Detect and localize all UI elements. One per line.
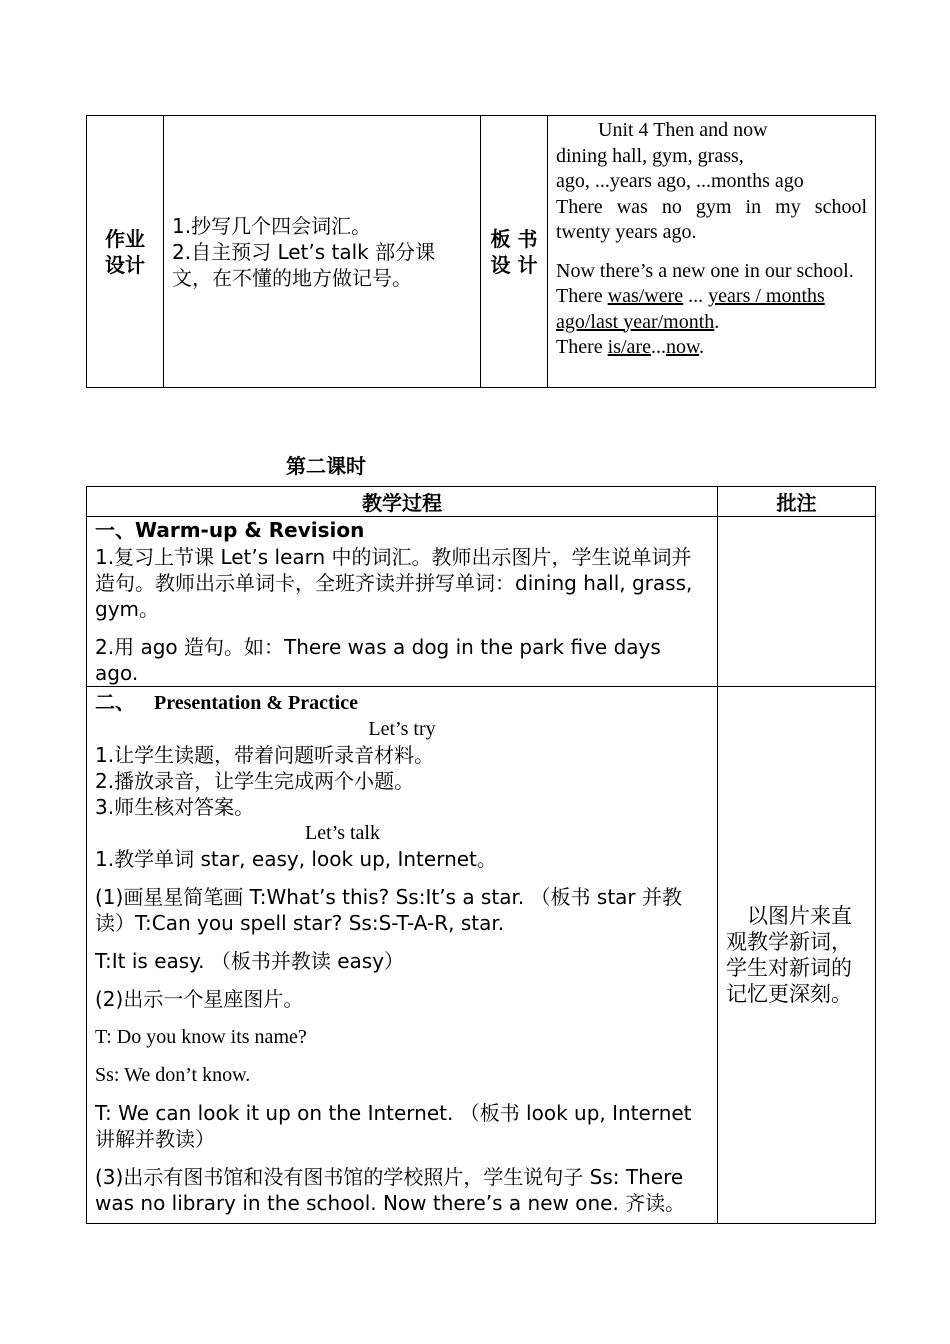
board-label: 板 书 设 计 <box>481 116 548 388</box>
homework-content <box>164 116 481 388</box>
lesson-two-title: 第二课时 <box>286 454 366 478</box>
board-title: Unit 4 Then and now <box>598 119 768 141</box>
homework-item: 1.抄写几个四会词汇。 <box>172 213 372 238</box>
presentation-title: 二、 Presentation & Practice <box>95 690 358 714</box>
header-process: 教学过程 <box>87 487 718 517</box>
note-cell-images: 以图片来直观教学新词，学生对新词的记忆更深刻。 <box>718 687 876 1224</box>
homework-board-table <box>86 115 876 388</box>
lets-talk-heading: Let’s talk <box>305 822 380 844</box>
lets-try-heading: Let’s try <box>368 718 436 740</box>
board-pattern-1: There was/were ... years / months ago/last year/month. <box>556 285 825 333</box>
note-cell-empty <box>718 517 876 687</box>
warmup-title: 一、Warm-up & Revision <box>95 518 365 542</box>
board-design-content: Unit 4 Then and now dining hall, gym, grass, ago, ...years ago, ...months ago There was no gym in my school twenty years ago. Now there’s a new one in our school. There was/were ... years / months ago/last year/month. There is/are...now. <box>548 116 876 388</box>
board-pattern-2: There is/are...now. <box>556 336 705 358</box>
presentation-section: 二、 Presentation & Practice Let’s try 1.让学生读题，带着问题听录音材料。 2.播放录音，让学生完成两个小题。 3.师生核对答案。 Let’s talk 1.教学单词 star, easy, look up, Internet。 (1)画星星简笔画 T:What’s this? Ss:It’s a star. （板书 star 并教读）T:Can you spell star? Ss:S-T-A-R, star. T:It is easy. （板书并教读 easy） (2)出示一个星座图片。 T: Do you know its name? Ss: We don’t know. T: We can look it up on the Internet. （板书 look up, Internet 讲解并教读） (3)出示有图书馆和没有图书馆的学校照片，学生说句子 Ss: There was no library in the school. Now there’s a new one. 齐读。 <box>87 687 718 1224</box>
homework-item: 2.自主预习 Let’s talk 部分课文，在不懂的地方做记号。 <box>172 239 436 290</box>
teaching-process-table <box>86 486 876 1224</box>
warmup-section: 一、Warm-up & Revision 1.复习上节课 Let’s learn 中的词汇。教师出示图片，学生说单词并造句。教师出示单词卡，全班齐读并拼写单词：dining hall, grass, gym。 2.用 ago 造句。如：There was a dog in the park five days ago. <box>87 517 718 687</box>
header-note: 批注 <box>718 487 876 517</box>
homework-label: 作业 设计 <box>87 116 164 388</box>
